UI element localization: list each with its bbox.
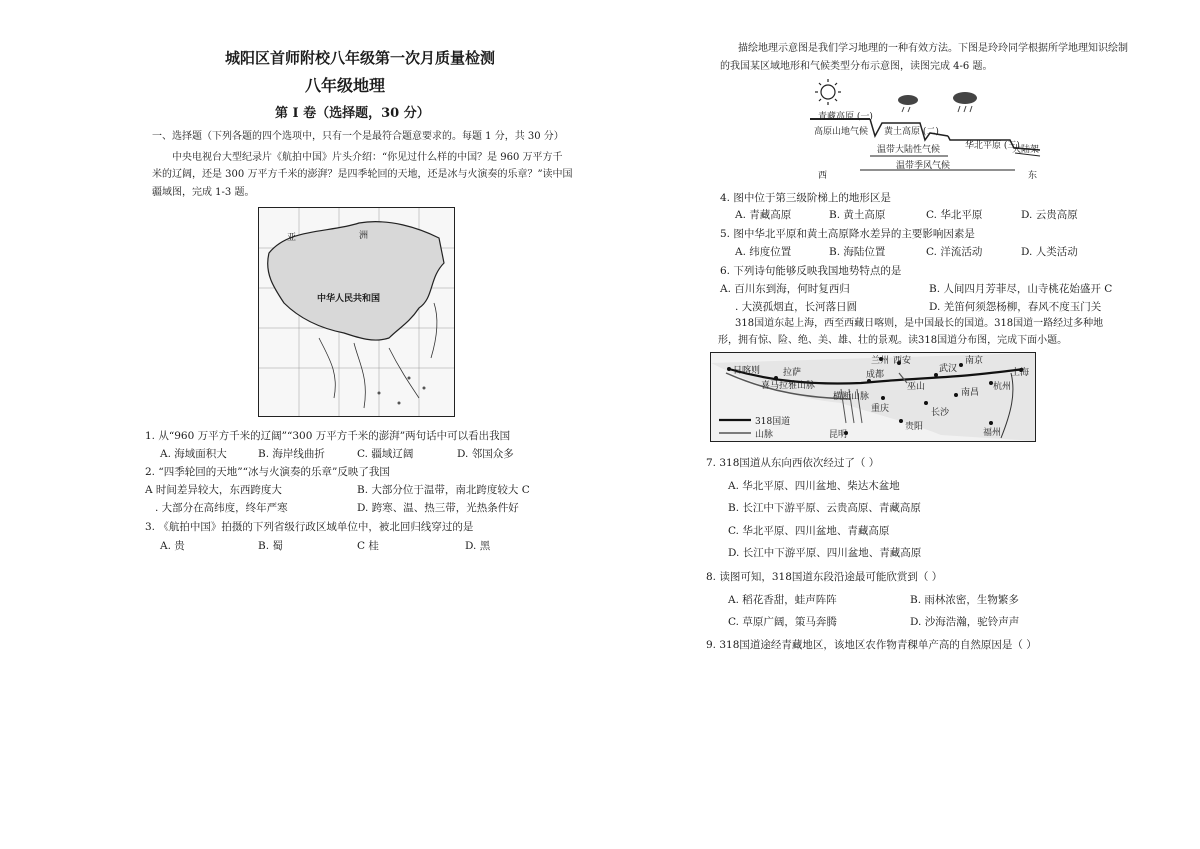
diagram-label-north-china-plain: 华北平原 (三) — [965, 141, 1020, 151]
q8-option-a: A. 稻花香甜，蛙声阵阵 — [728, 594, 837, 606]
g318-intro-line-1: 318国道东起上海，西至西藏日喀则，是中国最长的国道。318国道一路经过多种地 — [735, 318, 1104, 329]
city-nanjing: 南京 — [965, 356, 984, 366]
q2-option-c: . 大部分在高纬度，终年严寒 — [155, 502, 288, 514]
road-318-map — [710, 352, 1036, 442]
q4-stem: 4. 图中位于第三级阶梯上的地形区是 — [720, 192, 891, 204]
china-territory-map — [258, 207, 455, 417]
mountain-hengduan: 横断山脉 — [833, 392, 870, 402]
mountain-wushan: 巫山 — [907, 382, 926, 392]
q1-option-b: B. 海岸线曲折 — [258, 448, 325, 460]
diagram-label-east: 东 — [1028, 171, 1038, 181]
q8-option-d: D. 沙海浩瀚，驼铃声声 — [910, 616, 1020, 628]
q3-option-d: D. 黑 — [465, 540, 491, 552]
city-wuhan: 武汉 — [939, 364, 958, 374]
q7-option-b: B. 长江中下游平原、云贵高原、青藏高原 — [728, 502, 921, 514]
city-xian: 西安 — [893, 356, 912, 366]
map-label-asia-b: 洲 — [359, 231, 369, 241]
q9-stem: 9. 318国道途经青藏地区，该地区农作物青稞单产高的自然原因是（ ） — [706, 639, 1037, 651]
q5-option-b: B. 海陆位置 — [829, 246, 886, 258]
q2-stem: 2. “四季轮回的天地”“冰与火演奏的乐章”反映了我国 — [145, 466, 390, 478]
q6-option-b: B. 人间四月芳菲尽，山寺桃花始盛开 C — [929, 283, 1113, 295]
city-guiyang: 贵阳 — [905, 422, 924, 432]
q4-option-b: B. 黄土高原 — [829, 209, 886, 221]
q8-option-b: B. 雨林浓密，生物繁多 — [910, 594, 1019, 606]
q5-option-d: D. 人类活动 — [1021, 246, 1078, 258]
intro-line-3: 疆域图，完成 1-3 题。 — [152, 187, 255, 198]
legend-mountain: 山脉 — [755, 430, 774, 440]
city-nanchang: 南昌 — [961, 388, 980, 398]
section-instructions: 一、选择题（下列各题的四个选项中，只有一个是最符合题意要求的。每题 1 分，共 30 分） — [152, 131, 564, 142]
q5-option-c: C. 洋流活动 — [926, 246, 983, 258]
city-lanzhou: 兰州 — [871, 356, 890, 366]
city-kunming: 昆明 — [829, 430, 848, 440]
q6-stem: 6. 下列诗句能够反映我国地势特点的是 — [720, 265, 902, 277]
legend-road: 318国道 — [755, 417, 791, 427]
q3-option-b: B. 蜀 — [258, 540, 283, 552]
mountain-himalaya: 喜马拉雅山脉 — [761, 381, 816, 391]
intro-line-2: 米的辽阔，还是 300 万平方千米的澎湃？是四季轮回的天地，还是冰与火演奏的乐章？”读中国 — [152, 169, 573, 180]
city-lhasa: 拉萨 — [783, 368, 802, 378]
city-fuzhou: 福州 — [983, 428, 1002, 438]
q4-option-d: D. 云贵高原 — [1021, 209, 1078, 221]
q6-option-a: A. 百川东到海，何时复西归 — [720, 283, 850, 295]
sun-icon — [815, 79, 841, 105]
q1-stem: 1. 从“960 万平方千米的辽阔”“300 万平方千米的澎湃”两句话中可以看出我国 — [145, 430, 511, 442]
q3-option-c: C 桂 — [357, 540, 379, 552]
q5-option-a: A. 纬度位置 — [735, 246, 792, 258]
g318-intro-line-2: 形，拥有惊、险、绝、美、雄、壮的景观。读318国道分布图，完成下面小题。 — [718, 335, 1068, 346]
q8-option-c: C. 草原广阔，策马奔腾 — [728, 616, 837, 628]
right-intro-line-1: 描绘地理示意图是我们学习地理的一种有效方法。下图是玲玲同学根据所学地理知识绘制 — [738, 43, 1128, 54]
q1-option-a: A. 海域面积大 — [160, 448, 227, 460]
subject-title: 八年级地理 — [305, 76, 386, 95]
q7-option-d: D. 长江中下游平原、四川盆地、青藏高原 — [728, 547, 922, 559]
diagram-label-monsoon-climate: 温带季风气候 — [896, 161, 951, 171]
terrain-climate-diagram — [800, 78, 1050, 180]
q2-option-b: B. 大部分位于温带，南北跨度较大 C — [357, 484, 530, 496]
city-shigatse: 日喀则 — [733, 366, 761, 376]
city-hangzhou: 杭州 — [993, 382, 1012, 392]
q4-option-a: A. 青藏高原 — [735, 209, 792, 221]
diagram-label-highland-climate: 高原山地气候 — [814, 127, 869, 137]
city-shanghai: 上海 — [1011, 368, 1030, 378]
school-title: 城阳区首师附校八年级第一次月质量检测 — [225, 49, 496, 67]
city-chengdu: 成都 — [866, 370, 885, 380]
q2-option-a: A 时间差异较大，东西跨度大 — [145, 484, 282, 496]
q6-option-c: . 大漠孤烟直，长河落日圆 — [735, 301, 858, 313]
q5-stem: 5. 图中华北平原和黄土高原降水差异的主要影响因素是 — [720, 228, 975, 240]
cloud-rain-icon — [898, 92, 977, 105]
map-label-asia-a: 亚 — [287, 233, 297, 243]
q3-option-a: A. 贵 — [160, 540, 185, 552]
q1-option-d: D. 邻国众多 — [457, 448, 514, 460]
city-changsha: 长沙 — [931, 408, 950, 418]
q2-option-d: D. 跨寒、温、热三带，光热条件好 — [357, 502, 519, 514]
diagram-label-continental-climate: 温带大陆性气候 — [877, 145, 941, 155]
diagram-label-loess: 黄土高原 (二) — [884, 127, 939, 137]
q7-stem: 7. 318国道从东向西依次经过了（ ） — [706, 457, 880, 469]
diagram-label-qingzang: 青藏高原 (一) — [818, 112, 873, 122]
q3-stem: 3. 《航拍中国》拍摄的下列省级行政区域单位中，被北回归线穿过的是 — [145, 521, 474, 533]
q6-option-d: D. 羌笛何须怨杨柳，春风不度玉门关 — [929, 301, 1102, 313]
q1-option-c: C. 疆域辽阔 — [357, 448, 414, 460]
q4-option-c: C. 华北平原 — [926, 209, 983, 221]
intro-line-1: 中央电视台大型纪录片《航拍中国》片头介绍：“你见过什么样的中国？是 960 万平方千 — [172, 152, 563, 163]
city-chongqing: 重庆 — [871, 404, 890, 414]
diagram-label-west: 西 — [818, 171, 828, 181]
part-title: 第 I 卷（选择题，30 分） — [275, 106, 430, 121]
right-intro-line-2: 的我国某区域地形和气候类型分布示意图，读图完成 4-6 题。 — [720, 61, 993, 72]
q7-option-c: C. 华北平原、四川盆地、青藏高原 — [728, 525, 890, 537]
q7-option-a: A. 华北平原、四川盆地、柴达木盆地 — [728, 480, 900, 492]
q8-stem: 8. 读图可知，318国道东段沿途最可能欣赏到（ ） — [706, 571, 943, 583]
diagram-label-shelf: 大陆架 — [1012, 145, 1040, 155]
map-label-china: 中华人民共和国 — [317, 294, 381, 304]
